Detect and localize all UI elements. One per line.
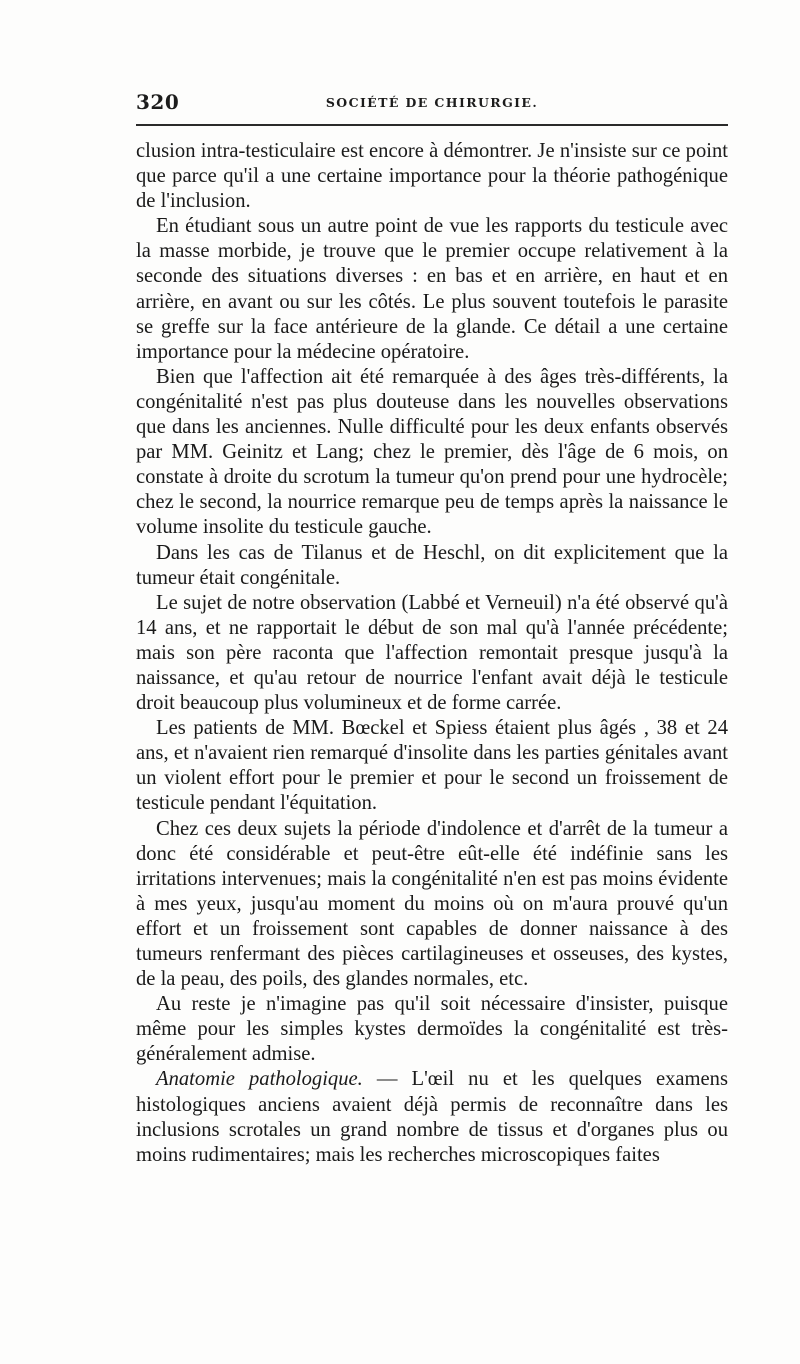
paragraph-8: Au reste je n'imagine pas qu'il soit nécessaire d'insister, puisque même pour les simples kystes dermoïdes la congénitalité est très-généralement admise. (136, 993, 728, 1066)
paragraph-7: Chez ces deux sujets la période d'indolence et d'arrêt de la tumeur a donc été considérable et peut-être eût-elle été indéfinie sans les irritations intervenues; mais la congénitalité n'en est pas moins évidente à mes yeux, jusqu'au moment du moins où on m'aura prouvé qu'un effort et un froissement sont capables de donner naissance à des tumeurs renfermant des pièces cartilagineuses et osseuses, des kystes, de la peau, des poils, des glandes normales, etc. (136, 817, 728, 991)
page-number: 320 (136, 90, 180, 114)
paragraph-9-text: — L'œil nu et les quelques examens histologiques anciens avaient déjà permis de reconnaître dans les inclusions scrotales un grand nombre de tissus et d'organes plus ou moins rudimentaires; mais les recherches microscopiques faites (136, 1068, 728, 1166)
section-heading: Anatomie pathologique. (156, 1068, 363, 1091)
paragraph-9 (136, 1067, 728, 1167)
running-title: SOCIÉTÉ DE CHIRURGIE. (325, 95, 539, 110)
paragraph-6: Les patients de MM. Bœckel et Spiess étaient plus âgés , 38 et 24 ans, et n'avaient rien remarqué d'insolite dans les parties génitales avant un violent effort pour le premier et pour le second un froissement de testicule pendant l'équitation. (136, 717, 728, 815)
body-text (136, 139, 728, 1168)
paragraph-1: clusion intra-testiculaire est encore à démontrer. Je n'insiste sur ce point que parce qu'il a une certaine importance pour la théorie pathogénique de l'inclusion. (136, 140, 728, 213)
header-rule (136, 124, 728, 126)
paragraph-5: Le sujet de notre observation (Labbé et Verneuil) n'a été observé qu'à 14 ans, et ne rapportait le début de son mal qu'à l'année précédente; mais son père raconta que l'affection remontait presque jusqu'à la naissance, et qu'au retour de nourrice l'enfant avait déjà le testicule droit beaucoup plus volumineux et de forme carrée. (136, 591, 728, 715)
page-header (136, 88, 728, 118)
paragraph-3: Bien que l'affection ait été remarquée à des âges très-différents, la congénitalité n'est pas plus douteuse dans les nouvelles observations que dans les anciennes. Nulle difficulté pour les deux enfants observés par MM. Geinitz et Lang; chez le premier, dès l'âge de 6 mois, on constate à droite du scrotum la tumeur qu'on prend pour une hydrocèle; chez le second, la nourrice remarque peu de temps après la naissance le volume insolite du testicule gauche. (136, 365, 728, 539)
paragraph-4: Dans les cas de Tilanus et de Heschl, on dit explicitement que la tumeur était congénitale. (136, 541, 728, 589)
paragraph-2: En étudiant sous un autre point de vue les rapports du testicule avec la masse morbide, je trouve que le premier occupe relativement à la seconde des situations diverses : en bas et en arrière, en haut et en arrière, en avant ou sur les côtés. Le plus souvent toutefois le parasite se greffe sur la face antérieure de la glande. Ce détail a une certaine importance pour la médecine opératoire. (136, 215, 728, 363)
